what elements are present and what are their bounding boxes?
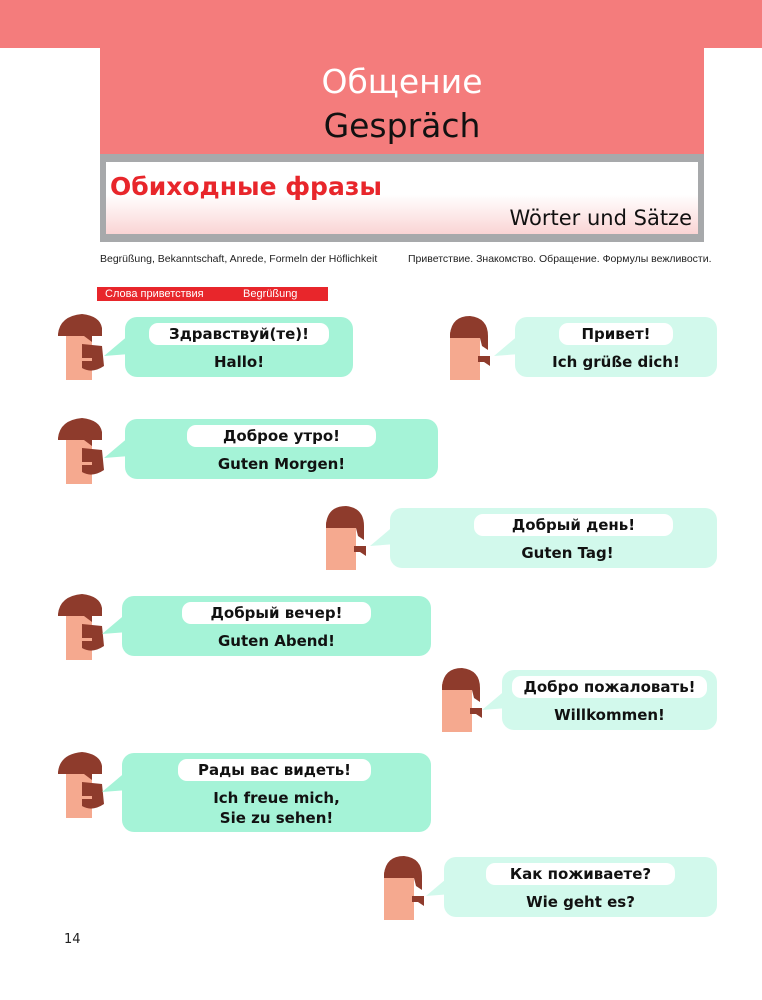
phrase-de: Guten Tag! (521, 544, 614, 562)
phrase-ru: Рады вас видеть! (178, 759, 371, 781)
phrase-de: Guten Abend! (217, 632, 335, 650)
phrase-bubble (125, 317, 353, 377)
phrase-ru: Здравствуй(те)! (149, 323, 329, 345)
phrase-bubble (125, 419, 438, 479)
mustache-man-icon (438, 668, 486, 732)
subtitle-box (100, 154, 704, 242)
phrase-de: Hallo! (213, 353, 265, 371)
topic-ru: Приветствие. Знакомство. Обращение. Формулы вежливости. (408, 253, 712, 265)
phrase-ru: Доброе утро! (187, 425, 376, 447)
topic-de: Begrüßung, Bekanntschaft, Anrede, Formeln der Höflichkeit (100, 253, 378, 265)
page-number: 14 (64, 932, 81, 947)
subtitle-ru: Обиходные фразы (110, 172, 382, 201)
section-tag-ru: Слова приветствия (105, 288, 204, 300)
title-ru: Общение (321, 62, 483, 101)
bearded-man-icon (52, 314, 106, 380)
mustache-man-icon (322, 506, 370, 570)
top-band (0, 0, 762, 48)
phrase-de: Ich grüße dich! (552, 353, 680, 371)
phrase-de: Willkommen! (554, 706, 665, 724)
phrase-bubble (122, 753, 431, 832)
title-box (100, 48, 704, 154)
phrase-bubble (515, 317, 717, 377)
bearded-man-icon (52, 418, 106, 484)
phrase-ru: Добрый вечер! (182, 602, 371, 624)
phrase-ru: Как поживаете? (486, 863, 675, 885)
mustache-man-icon (446, 316, 494, 380)
phrase-bubble (122, 596, 431, 656)
phrase-ru: Добро пожаловать! (512, 676, 707, 698)
phrase-ru: Привет! (559, 323, 673, 345)
phrase-de-line2: Sie zu sehen! (219, 809, 334, 827)
phrase-de: Ich freue mich, (213, 789, 340, 807)
phrase-bubble (502, 670, 717, 730)
subtitle-de: Wörter und Sätze (509, 206, 692, 230)
bearded-man-icon (52, 752, 106, 818)
subtitle-inner (106, 162, 698, 234)
section-tag (97, 287, 328, 301)
phrase-bubble (444, 857, 717, 917)
bearded-man-icon (52, 594, 106, 660)
mustache-man-icon (380, 856, 428, 920)
phrase-bubble (390, 508, 717, 568)
phrase-de: Wie geht es? (526, 893, 635, 911)
phrase-de: Guten Morgen! (217, 455, 346, 473)
title-de: Gespräch (323, 106, 481, 145)
section-tag-de: Begrüßung (243, 288, 298, 300)
phrase-ru: Добрый день! (474, 514, 673, 536)
